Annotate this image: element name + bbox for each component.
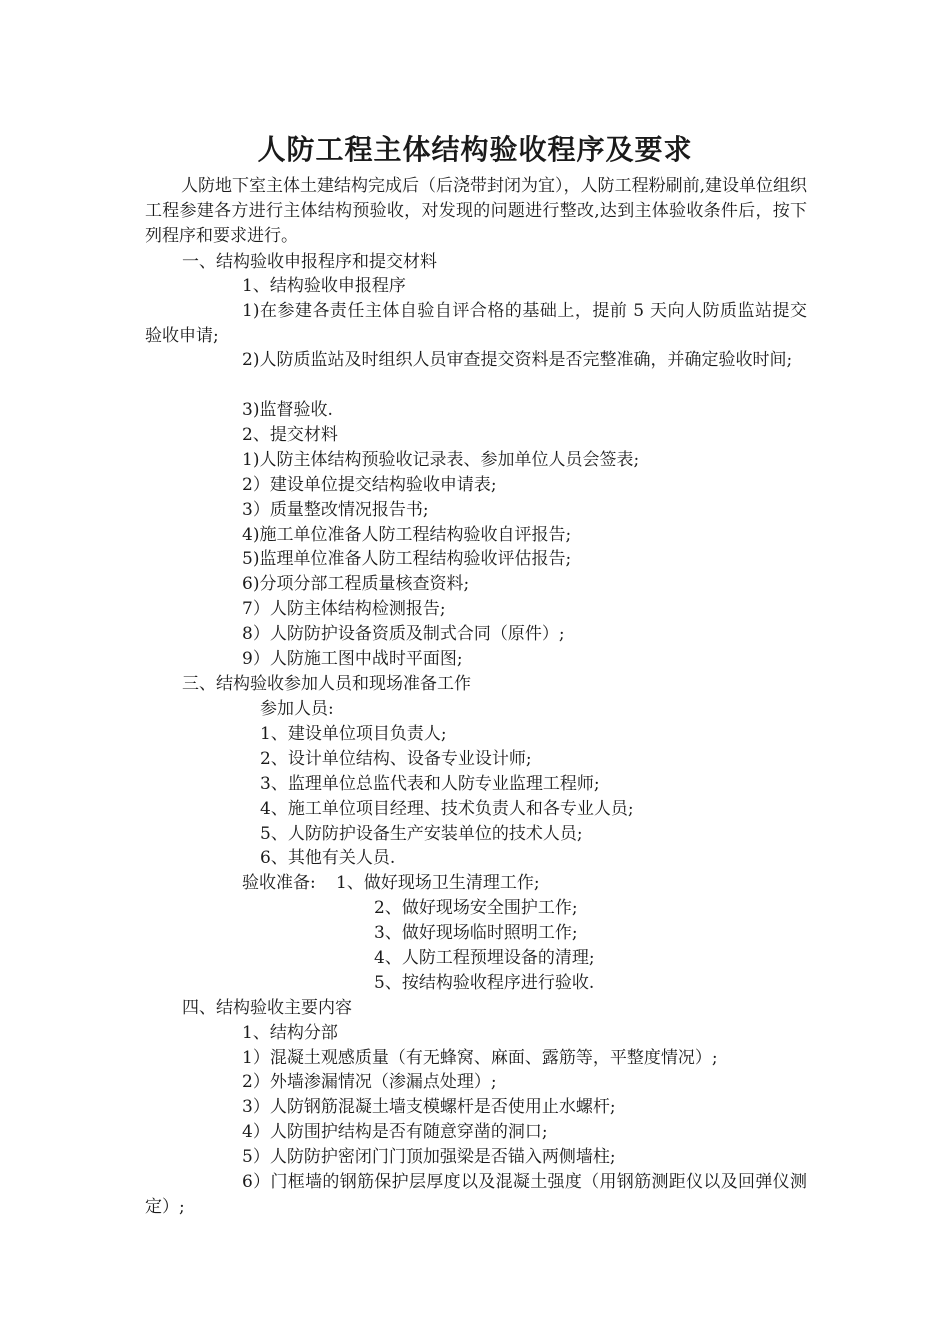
participant-item-5: 5、人防防护设备生产安装单位的技术人员; — [260, 824, 583, 844]
materials-item-4: 4)施工单位准备人防工程结构验收自评报告; — [242, 525, 572, 545]
participants-label: 参加人员: — [260, 699, 334, 719]
prep-item-3: 3、做好现场临时照明工作; — [374, 923, 578, 943]
inspection-item-1: 1）混凝土观感质量（有无蜂窝、麻面、露筋等，平整度情况）; — [242, 1048, 718, 1068]
participant-item-1: 1、建设单位项目负责人; — [260, 724, 447, 744]
participant-item-2: 2、设计单位结构、设备专业设计师; — [260, 749, 532, 769]
prep-item-5: 5、按结构验收程序进行验收. — [374, 973, 595, 993]
document-title: 人防工程主体结构验收程序及要求 — [257, 133, 693, 166]
inspection-item-6: 6）门框墙的钢筋保护层厚度以及混凝土强度（用钢筋测距仪以及回弹仪测定）; — [145, 1172, 807, 1217]
materials-item-3: 3）质量整改情况报告书; — [242, 500, 429, 520]
section4-heading: 四、结构验收主要内容 — [182, 998, 352, 1018]
materials-item-6: 6)分项分部工程质量核查资料; — [242, 574, 470, 594]
prep-item-2: 2、做好现场安全围护工作; — [374, 898, 578, 918]
materials-item-8: 8）人防防护设备资质及制式合同（原件）; — [242, 624, 565, 644]
section1-sub1-item2: 2)人防质监站及时组织人员审查提交资料是否完整准确，并确定验收时间; — [242, 350, 793, 370]
prep-label: 验收准备: — [242, 873, 316, 893]
materials-item-1: 1)人防主体结构预验收记录表、参加单位人员会签表; — [242, 450, 640, 470]
section1-heading: 一、结构验收申报程序和提交材料 — [182, 252, 437, 272]
prep-item-1: 1、做好现场卫生清理工作; — [336, 873, 540, 893]
participant-item-6: 6、其他有关人员. — [260, 848, 396, 868]
section3-heading: 三、结构验收参加人员和现场准备工作 — [182, 674, 471, 694]
inspection-item-4: 4）人防围护结构是否有随意穿凿的洞口; — [242, 1122, 548, 1142]
materials-item-7: 7）人防主体结构检测报告; — [242, 599, 446, 619]
inspection-item-2: 2）外墙渗漏情况（渗漏点处理）; — [242, 1072, 497, 1092]
materials-item-9: 9）人防施工图中战时平面图; — [242, 649, 463, 669]
intro-paragraph: 人防地下室主体土建结构完成后（后浇带封闭为宜），人防工程粉刷前,建设单位组织工程参建各方进行主体结构预验收，对发现的问题进行整改,达到主体验收条件后，按下列程序和要求进行。 — [145, 176, 807, 246]
section1-sub1-heading: 1、结构验收申报程序 — [242, 276, 406, 296]
inspection-item-3: 3）人防钢筋混凝土墙支模螺杆是否使用止水螺杆; — [242, 1097, 616, 1117]
participant-item-3: 3、监理单位总监代表和人防专业监理工程师; — [260, 774, 600, 794]
section1-sub2-heading: 2、提交材料 — [242, 425, 338, 445]
section4-sub1-heading: 1、结构分部 — [242, 1023, 338, 1043]
materials-item-2: 2）建设单位提交结构验收申请表; — [242, 475, 497, 495]
inspection-item-5: 5）人防防护密闭门门顶加强梁是否锚入两侧墙柱; — [242, 1147, 616, 1167]
section1-sub1-item1: 1)在参建各责任主体自验自评合格的基础上，提前 5 天向人防质监站提交验收申请; — [145, 301, 807, 346]
materials-item-5: 5)监理单位准备人防工程结构验收评估报告; — [242, 549, 572, 569]
participant-item-4: 4、施工单位项目经理、技术负责人和各专业人员; — [260, 799, 634, 819]
prep-item-4: 4、人防工程预埋设备的清理; — [374, 948, 595, 968]
section1-sub1-item3: 3)监督验收. — [242, 400, 333, 420]
